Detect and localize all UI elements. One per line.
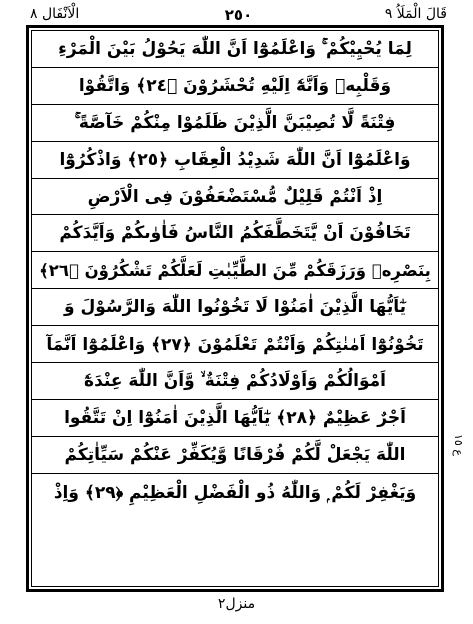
- text-body: [32, 31, 438, 586]
- line-text: وَقَلْبِهٖ وَاَنَّهٗٓ اِلَيْهِ تُحْشَرُوْنَ ﴿٢٤﴾ وَاتَّقُوْا: [78, 76, 392, 97]
- line-text: وَيَغْفِرْ لَكُمْ ۭ وَاللّٰهُ ذُو الْفَضْلِ الْعَظِيْمِ ﴿٢٩﴾ وَاِذْ: [53, 482, 417, 503]
- line-text: لِمَا يُحْيِيْكُمْ ۚ وَاعْلَمُوْٓا اَنَّ اللّٰهَ يَحُوْلُ بَيْنَ الْمَرْءِ: [58, 38, 412, 59]
- page-header: [30, 6, 447, 26]
- text-line: [32, 31, 438, 68]
- text-line: [32, 252, 438, 289]
- line-text: اِذْ اَنْتُمْ قَلِيْلٌ مُّسْتَضْعَفُوْنَ فِى الْاَرْضِ: [87, 186, 383, 207]
- text-line: [32, 215, 438, 252]
- manzil-footer: منزل٢: [217, 596, 256, 612]
- juz-name: قَالَ الْمَلَاُ ٩: [384, 6, 447, 22]
- text-line: [32, 400, 438, 437]
- line-text: وَاعْلَمُوْٓا اَنَّ اللّٰهَ شَدِيْدُ الْعِقَابِ ﴿٢٥﴾ وَاذْكُرُوْٓا: [59, 150, 411, 171]
- text-line: [32, 179, 438, 216]
- ruku-marker-text: ع ١٥: [452, 434, 465, 456]
- ruku-marker: [452, 434, 466, 494]
- line-text: اَمْوَالُكُمْ وَاَوْلَادُكُمْ فِتْنَةٌ ۙ وَّاَنَّ اللّٰهَ عِنْدَهٗٓ: [84, 370, 386, 391]
- text-line: [32, 474, 438, 511]
- line-text: اَجْرٌ عَظِيْمٌ ﴿٢٨﴾ يٰٓاَيُّهَا الَّذِيْنَ اٰمَنُوْٓا اِنْ تَتَّقُوا: [64, 408, 406, 429]
- text-line: [32, 363, 438, 400]
- line-text: بِنَصْرِهٖ وَرَزَقَكُمْ مِّنَ الطَّيِّبٰتِ لَعَلَّكُمْ تَشْكُرُوْنَ ﴿٢٦﴾: [39, 260, 431, 280]
- line-text: اللّٰهَ يَجْعَلْ لَّكُمْ فُرْقَانًا وَّيُكَفِّرْ عَنْكُمْ سَيِّاٰتِكُمْ: [64, 444, 406, 465]
- line-text: يٰٓاَيُّهَا الَّذِيْنَ اٰمَنُوْا لَا تَخُوْنُوا اللّٰهَ وَالرَّسُوْلَ وَ: [63, 297, 406, 318]
- page-number: ٢٥٠: [224, 6, 253, 24]
- line-text: تَخُوْنُوْٓا اَمٰنٰتِكُمْ وَاَنْتُمْ تَعْلَمُوْنَ ﴿٢٧﴾ وَاعْلَمُوْٓا اَنَّمَآ: [46, 334, 424, 355]
- text-line: [32, 437, 438, 474]
- text-line: [32, 326, 438, 363]
- line-text: فِتْنَةً لَّا تُصِيْبَنَّ الَّذِيْنَ ظَلَمُوْا مِنْكُمْ خَآصَّةً ۚ: [74, 112, 396, 133]
- line-text: تَخَافُوْنَ اَنْ يَّتَخَطَّفَكُمُ النَّاسُ فَاٰوٰىكُمْ وَاَيَّدَكُمْ: [59, 223, 411, 244]
- text-line: [32, 142, 438, 179]
- text-line: [32, 289, 438, 326]
- surah-name: الْاَنْفَال ٨: [30, 6, 80, 22]
- text-line: [32, 68, 438, 105]
- text-line: [32, 105, 438, 142]
